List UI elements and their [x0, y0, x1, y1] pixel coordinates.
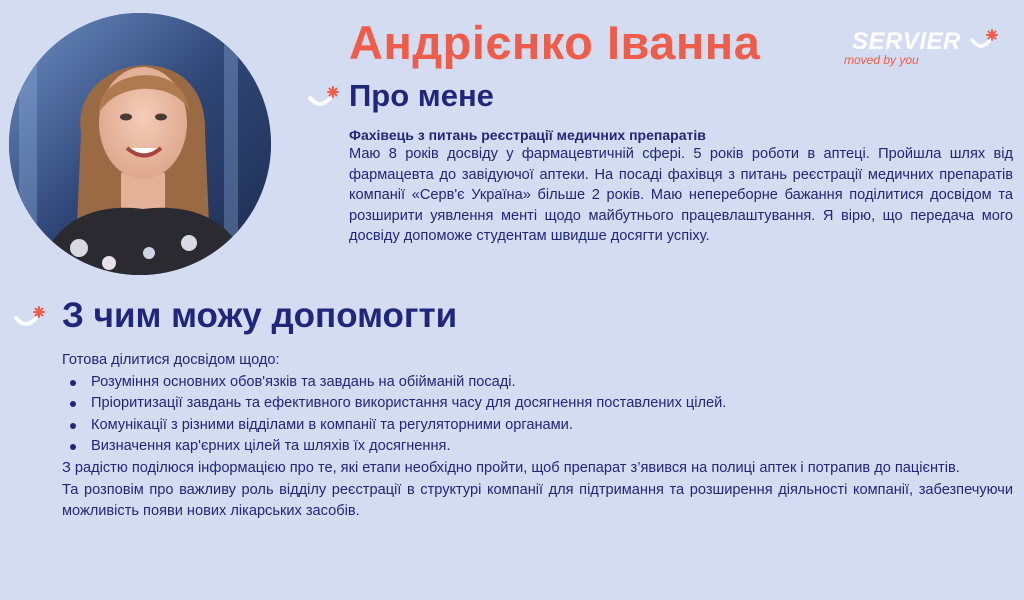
logo-tagline: moved by you [844, 53, 919, 67]
help-heading: З чим можу допомогти [62, 296, 458, 335]
role-title: Фахівець з питань реєстрації медичних препаратів [349, 127, 706, 143]
about-text: Маю 8 років досвіду у фармацевтичній сфері. 5 років роботи в аптеці. Пройшла шлях від фармацевта до завідуючої аптеки. На посаді фахівця з питань реєстрації медичних препаратів компанії «Серв'є Україна» більше 2 років. Маю непереборне бажання поділитися досвідом та розширити уявлення менті щодо майбутнього працевлаштування. Я вірю, що передача мого досвіду допоможе студентам швидше досягти успіху. [349, 146, 1013, 244]
list-item: Комунікації з різними відділами в компанії та регуляторними органами. [91, 415, 1013, 437]
profile-photo [9, 13, 271, 275]
list-item: Визначення кар'єрних цілей та шляхів їх досягнення. [91, 436, 1013, 458]
help-list [62, 372, 1013, 458]
about-section [349, 127, 1013, 247]
smile-star-icon [308, 84, 342, 110]
help-intro: Готова ділитися досвідом щодо: [62, 352, 280, 368]
portrait-illustration [9, 13, 271, 275]
smile-star-icon [970, 28, 1000, 54]
about-heading: Про мене [349, 78, 494, 113]
help-paragraph-department: Та розповім про важливу роль відділу реєстрації в структурі компанії для підтримання та розширення діяльності компанії, забезпечуючи можливість появи нових лікарських засобів. [62, 481, 1013, 520]
list-item: Пріоритизації завдань та ефективного використання часу для досягнення поставлених цілей. [91, 393, 1013, 415]
servier-logo [842, 28, 1002, 72]
list-item: Розуміння основних обов'язків та завдань на обійманій посаді. [91, 372, 1013, 394]
help-section [62, 350, 1013, 523]
smile-star-icon [14, 304, 48, 330]
help-paragraph-stages: З радістю поділюся інформацією про те, які етапи необхідно пройти, щоб препарат з’явився на полиці аптек і потрапив до пацієнтів. [62, 459, 960, 476]
person-name: Андрієнко Іванна [349, 16, 761, 69]
logo-wordmark: SERVIER [852, 28, 961, 55]
